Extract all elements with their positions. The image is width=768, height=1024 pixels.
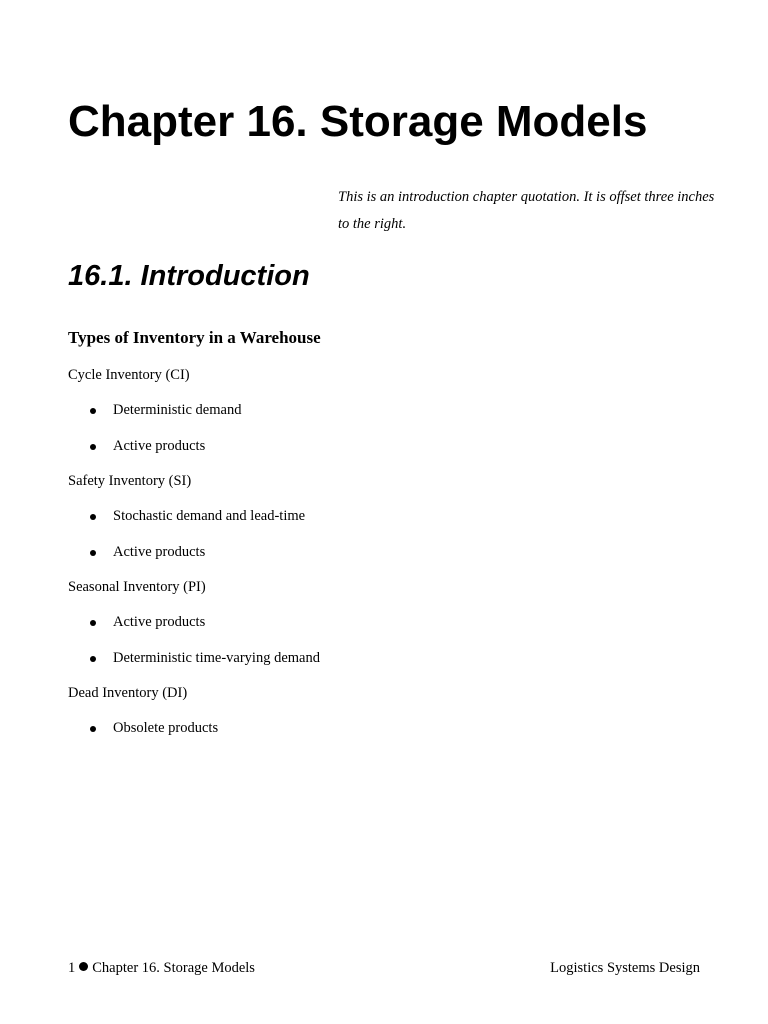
footer-book-title: Logistics Systems Design bbox=[550, 960, 700, 976]
inventory-group bbox=[68, 470, 708, 563]
bullet-list bbox=[68, 718, 708, 740]
list-item bbox=[68, 542, 708, 564]
bullet-icon bbox=[90, 620, 96, 626]
list-item-text: Deterministic demand bbox=[113, 402, 242, 418]
bullet-icon bbox=[90, 656, 96, 662]
list-item bbox=[68, 506, 708, 528]
group-label: Safety Inventory (SI) bbox=[68, 473, 192, 489]
inventory-types-list bbox=[68, 364, 708, 753]
list-item bbox=[68, 718, 708, 740]
bullet-icon bbox=[90, 726, 96, 732]
bullet-icon bbox=[79, 962, 88, 971]
list-item bbox=[68, 648, 708, 670]
list-item bbox=[68, 612, 708, 634]
bullet-list bbox=[68, 612, 708, 669]
list-item-text: Active products bbox=[113, 437, 206, 454]
group-label: Seasonal Inventory (PI) bbox=[68, 579, 206, 595]
list-item-text: Stochastic demand and lead-time bbox=[113, 508, 306, 524]
footer-left bbox=[68, 958, 255, 978]
bullet-list bbox=[68, 506, 708, 563]
list-item-text: Active products bbox=[113, 614, 206, 630]
chapter-title: Chapter 16. Storage Models bbox=[68, 97, 648, 146]
section-heading: 16.1. Introduction bbox=[68, 260, 310, 292]
inventory-group bbox=[68, 364, 708, 457]
page-number: 1 bbox=[68, 960, 76, 976]
inventory-group bbox=[68, 576, 708, 669]
section-subheading: Types of Inventory in a Warehouse bbox=[68, 328, 321, 347]
bullet-icon bbox=[90, 550, 96, 556]
list-item-text: Obsolete products bbox=[113, 720, 219, 736]
bullet-icon bbox=[90, 408, 96, 414]
group-label: Cycle Inventory (CI) bbox=[68, 367, 190, 383]
list-item-text: Deterministic time-varying demand bbox=[113, 649, 320, 666]
chapter-quotation: This is an introduction chapter quotation. It is offset three inches to the right. bbox=[338, 189, 715, 232]
list-item bbox=[68, 436, 708, 458]
bullet-icon bbox=[90, 514, 96, 520]
group-label: Dead Inventory (DI) bbox=[68, 685, 188, 701]
bullet-list bbox=[68, 400, 708, 457]
inventory-group bbox=[68, 682, 708, 740]
list-item bbox=[68, 400, 708, 422]
bullet-icon bbox=[90, 444, 96, 450]
footer-chapter-ref: Chapter 16. Storage Models bbox=[92, 960, 255, 976]
list-item-text: Active products bbox=[113, 543, 206, 560]
